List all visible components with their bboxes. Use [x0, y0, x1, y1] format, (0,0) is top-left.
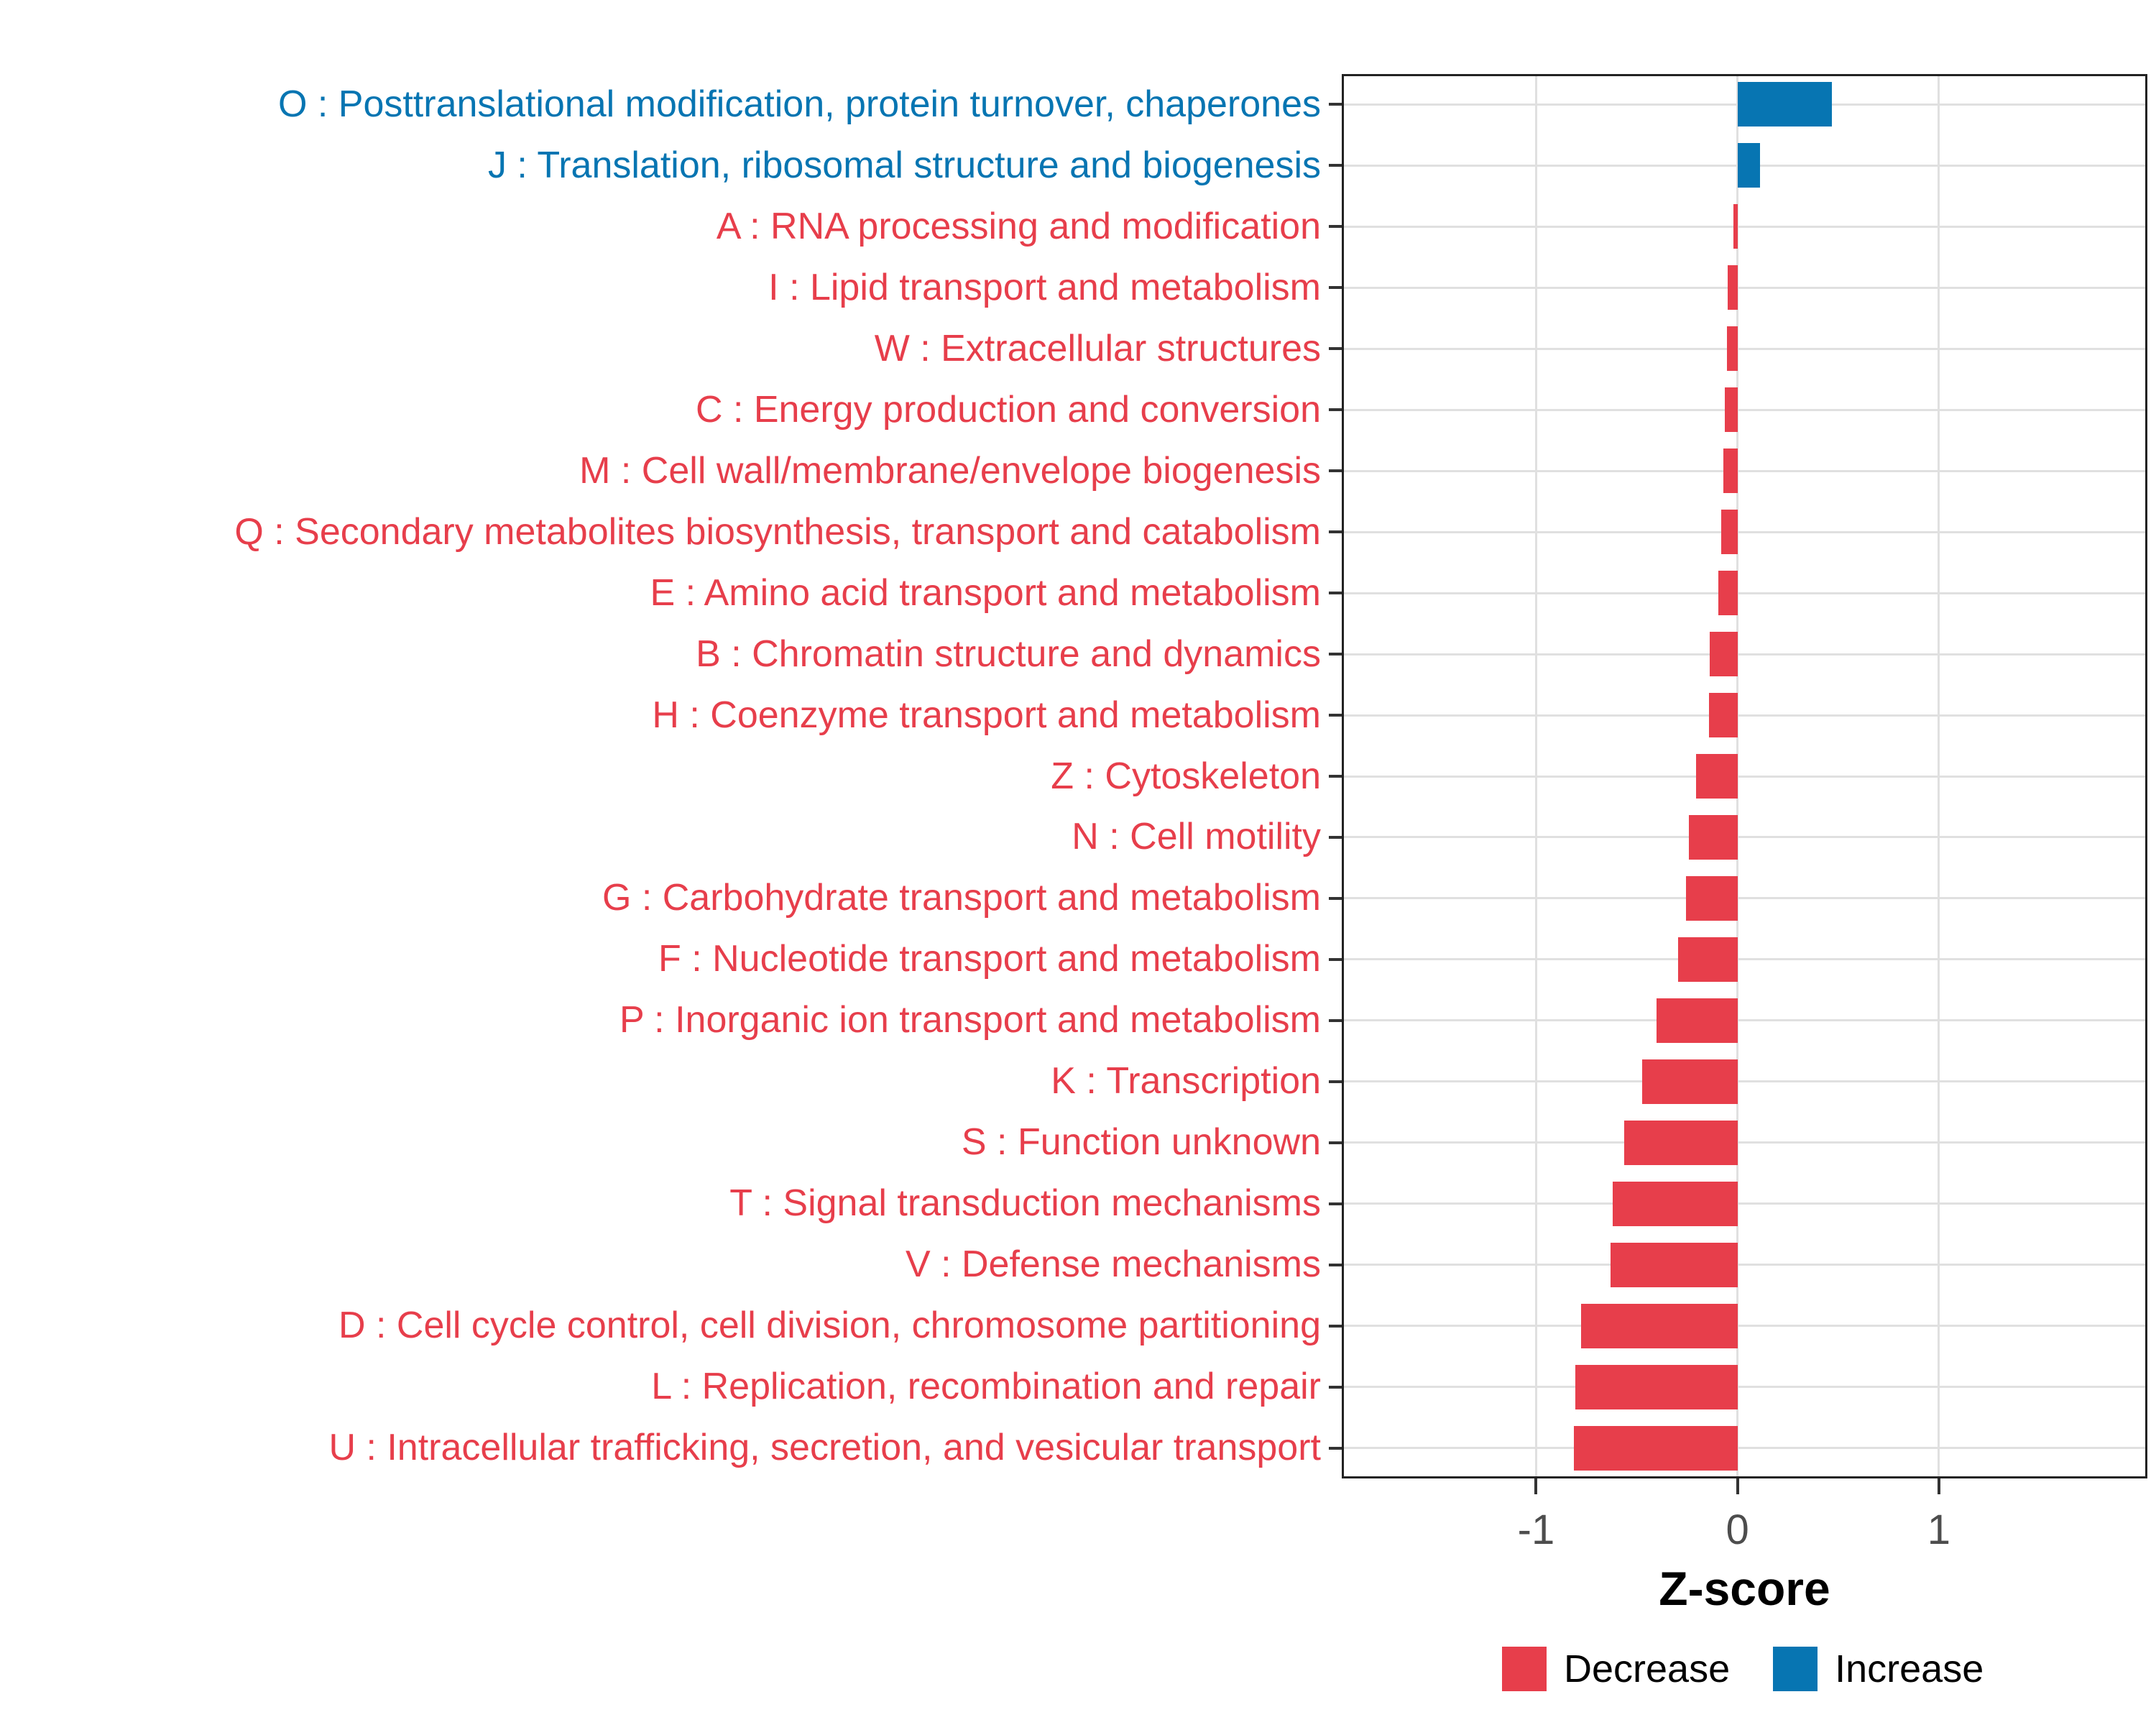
y-axis-tick	[1329, 592, 1342, 594]
y-gridline	[1342, 531, 2147, 533]
y-axis-label-I: I : Lipid transport and metabolism	[768, 266, 1321, 308]
y-axis-label-J: J : Translation, ribosomal structure and biogenesis	[487, 144, 1321, 186]
y-gridline	[1342, 1202, 2147, 1205]
y-axis-label-N: N : Cell motility	[1072, 816, 1321, 858]
bar-I	[1728, 265, 1738, 310]
legend-label-increase: Increase	[1835, 1647, 1984, 1690]
y-gridline	[1342, 1447, 2147, 1449]
legend-swatch-increase	[1773, 1647, 1818, 1691]
y-axis-tick	[1329, 653, 1342, 656]
bar-A	[1733, 204, 1738, 249]
y-gridline	[1342, 1080, 2147, 1082]
bar-N	[1689, 815, 1737, 860]
y-axis-label-Z: Z : Cytoskeleton	[1051, 755, 1321, 797]
y-gridline	[1342, 653, 2147, 656]
legend-swatch-decrease	[1502, 1647, 1547, 1691]
y-axis-tick	[1329, 286, 1342, 289]
bar-J	[1738, 143, 1760, 188]
y-axis-tick	[1329, 1019, 1342, 1022]
bar-G	[1686, 876, 1737, 921]
y-axis-label-V: V : Defense mechanisms	[905, 1243, 1321, 1286]
bar-O	[1738, 82, 1833, 126]
y-gridline	[1342, 348, 2147, 350]
y-axis-label-Q: Q : Secondary metabolites biosynthesis, transport and catabolism	[234, 510, 1321, 553]
y-axis-label-M: M : Cell wall/membrane/envelope biogenesis	[579, 449, 1321, 492]
y-axis-label-A: A : RNA processing and modification	[716, 205, 1321, 247]
x-axis-tick-label: 0	[1726, 1506, 1749, 1553]
bar-S	[1624, 1121, 1738, 1165]
y-axis-label-K: K : Transcription	[1051, 1060, 1321, 1103]
bar-Q	[1721, 510, 1738, 554]
bar-P	[1657, 998, 1737, 1043]
y-gridline	[1342, 897, 2147, 899]
y-gridline	[1342, 958, 2147, 960]
y-gridline	[1342, 1141, 2147, 1144]
y-axis-tick	[1329, 1264, 1342, 1266]
y-axis-label-L: L : Replication, recombination and repair	[651, 1366, 1321, 1408]
bar-E	[1718, 571, 1737, 615]
bar-T	[1613, 1182, 1738, 1226]
bar-B	[1710, 632, 1738, 676]
y-axis-label-B: B : Chromatin structure and dynamics	[696, 632, 1321, 675]
bar-Z	[1696, 754, 1738, 799]
y-axis-label-C: C : Energy production and conversion	[695, 388, 1321, 431]
legend-label-decrease: Decrease	[1564, 1647, 1731, 1690]
bar-H	[1709, 693, 1738, 737]
y-axis-tick	[1329, 408, 1342, 411]
y-gridline	[1342, 592, 2147, 594]
y-axis-tick	[1329, 164, 1342, 167]
bar-K	[1642, 1059, 1738, 1104]
x-axis-tick	[1736, 1478, 1739, 1494]
y-axis-tick	[1329, 958, 1342, 961]
bar-F	[1678, 937, 1738, 982]
bar-C	[1725, 387, 1737, 432]
y-gridline	[1342, 1386, 2147, 1388]
y-gridline	[1342, 409, 2147, 411]
y-axis-tick	[1329, 897, 1342, 900]
y-axis-tick	[1329, 1386, 1342, 1389]
bar-U	[1574, 1426, 1738, 1471]
y-gridline	[1342, 836, 2147, 838]
y-axis-tick	[1329, 714, 1342, 717]
y-axis-label-T: T : Signal transduction mechanisms	[729, 1182, 1321, 1225]
y-axis-label-S: S : Function unknown	[961, 1121, 1321, 1164]
x-axis-tick	[1534, 1478, 1537, 1494]
bar-V	[1611, 1243, 1738, 1287]
y-axis-tick	[1329, 775, 1342, 778]
y-gridline	[1342, 287, 2147, 289]
y-axis-label-O: O : Posttranslational modification, protein turnover, chaperones	[277, 83, 1321, 125]
y-gridline	[1342, 776, 2147, 778]
bar-L	[1575, 1365, 1738, 1409]
y-gridline	[1342, 1019, 2147, 1021]
y-axis-tick	[1329, 1447, 1342, 1450]
x-axis-tick-label: 1	[1927, 1506, 1951, 1553]
x-axis-title: Z-score	[1659, 1562, 1830, 1615]
y-axis-tick	[1329, 469, 1342, 472]
y-axis-tick	[1329, 1325, 1342, 1328]
y-axis-tick	[1329, 103, 1342, 106]
y-axis-label-U: U : Intracellular trafficking, secretion, and vesicular transport	[328, 1427, 1321, 1469]
x-axis-tick	[1938, 1478, 1940, 1494]
y-axis-tick	[1329, 836, 1342, 839]
y-axis-label-D: D : Cell cycle control, cell division, chromosome partitioning	[338, 1305, 1321, 1347]
y-axis-label-W: W : Extracellular structures	[874, 327, 1321, 369]
x-axis-tick-label: -1	[1517, 1506, 1555, 1553]
bar-W	[1727, 326, 1738, 371]
bar-D	[1581, 1304, 1737, 1348]
y-axis-label-H: H : Coenzyme transport and metabolism	[652, 694, 1321, 736]
y-gridline	[1342, 714, 2147, 717]
y-gridline	[1342, 1264, 2147, 1266]
y-axis-tick	[1329, 1202, 1342, 1205]
y-axis-label-G: G : Carbohydrate transport and metabolism	[602, 877, 1321, 919]
y-axis-tick	[1329, 530, 1342, 533]
y-axis-label-F: F : Nucleotide transport and metabolism	[658, 938, 1321, 980]
y-axis-label-P: P : Inorganic ion transport and metabolism	[619, 999, 1321, 1041]
y-gridline	[1342, 470, 2147, 472]
y-axis-tick	[1329, 1080, 1342, 1083]
y-gridline	[1342, 1325, 2147, 1327]
y-axis-label-E: E : Amino acid transport and metabolism	[650, 571, 1321, 614]
bar-M	[1723, 448, 1738, 493]
legend	[1502, 1647, 2009, 1691]
y-axis-tick	[1329, 225, 1342, 228]
y-axis-tick	[1329, 1141, 1342, 1144]
y-axis-tick	[1329, 347, 1342, 350]
y-gridline	[1342, 226, 2147, 228]
